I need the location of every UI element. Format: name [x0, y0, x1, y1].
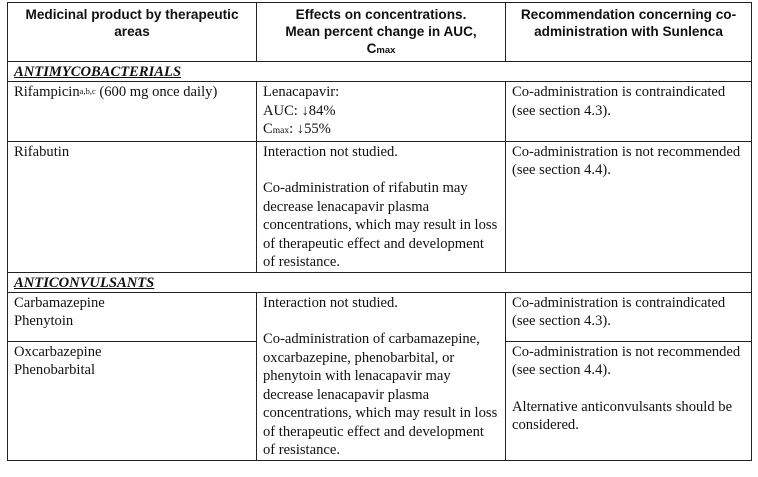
cell-effect-rifampicin: Lenacapavir: AUC: ↓84% Cmax: ↓55% — [257, 82, 506, 142]
cell-effect-rifabutin — [257, 141, 506, 272]
cell-recommendation-not-recommended: Co-administration is not recommended (see section 4.4). Alternative anticonvulsants should be considered. — [506, 341, 752, 460]
interaction-table — [7, 2, 752, 461]
effect-paragraph-1: Interaction not studied. — [263, 294, 398, 311]
cell-drug-rifampicin: Rifampicin$^{a,b,c}$ (600 mg once daily) — [8, 82, 257, 142]
section-title-anticonvulsants: ANTICONVULSANTS — [8, 272, 752, 292]
header-medicinal-product: Medicinal product by therapeutic areas — [8, 3, 257, 62]
section-row-antimycobacterials — [8, 62, 752, 82]
header-recommendation: Recommendation concerning co-administration with Sunlenca — [506, 3, 752, 62]
header-cmax-c: C — [366, 41, 377, 56]
header-effects — [257, 3, 506, 62]
header-effects-line2: Mean percent change in AUC, — [285, 24, 477, 39]
section-row-anticonvulsants — [8, 272, 752, 292]
effect-paragraph-2: Co-administration of rifabutin may decrease lenacapavir plasma concentrations, which may result in loss of therapeutic effect and development of resistance. — [263, 180, 498, 270]
effect-paragraph-1: Interaction not studied. — [263, 143, 398, 160]
footnote-markers: a,b,c — [79, 86, 96, 96]
header-cmax-sub: max — [376, 45, 396, 56]
cell-effect-anticonvulsants — [257, 292, 506, 460]
effect-paragraph-2: Co-administration of carbamazepine, oxcarbazepine, phenobarbital, or phenytoin with lenacapavir may decrease lenacapavir plasma concentrations, which may result in loss of therapeutic effect and development of resistance. — [263, 331, 498, 458]
cell-drug-carbamazepine-phenytoin: Carbamazepine Phenytoin — [8, 292, 257, 341]
table-row-rifabutin — [8, 141, 752, 272]
cell-recommendation-contraindicated: Co-administration is contraindicated (see section 4.3). — [506, 292, 752, 341]
alternative-note: Alternative anticonvulsants should be considered. — [512, 398, 733, 434]
cell-drug-oxcarbazepine-phenobarbital: Oxcarbazepine Phenobarbital — [8, 341, 257, 460]
cell-recommendation-rifabutin: Co-administration is not recommended (see section 4.4). — [506, 141, 752, 272]
interaction-table-page — [7, 2, 751, 461]
cell-drug-rifabutin: Rifabutin — [8, 141, 257, 272]
table-row-rifampicin — [8, 82, 752, 142]
table-header-row — [8, 3, 752, 62]
cell-recommendation-rifampicin: Co-administration is contraindicated (see section 4.3). — [506, 82, 752, 142]
table-row-carbamazepine-phenytoin — [8, 292, 752, 341]
header-effects-line1: Effects on concentrations. — [295, 7, 467, 22]
section-title-antimycobacterials: ANTIMYCOBACTERIALS — [8, 62, 752, 82]
